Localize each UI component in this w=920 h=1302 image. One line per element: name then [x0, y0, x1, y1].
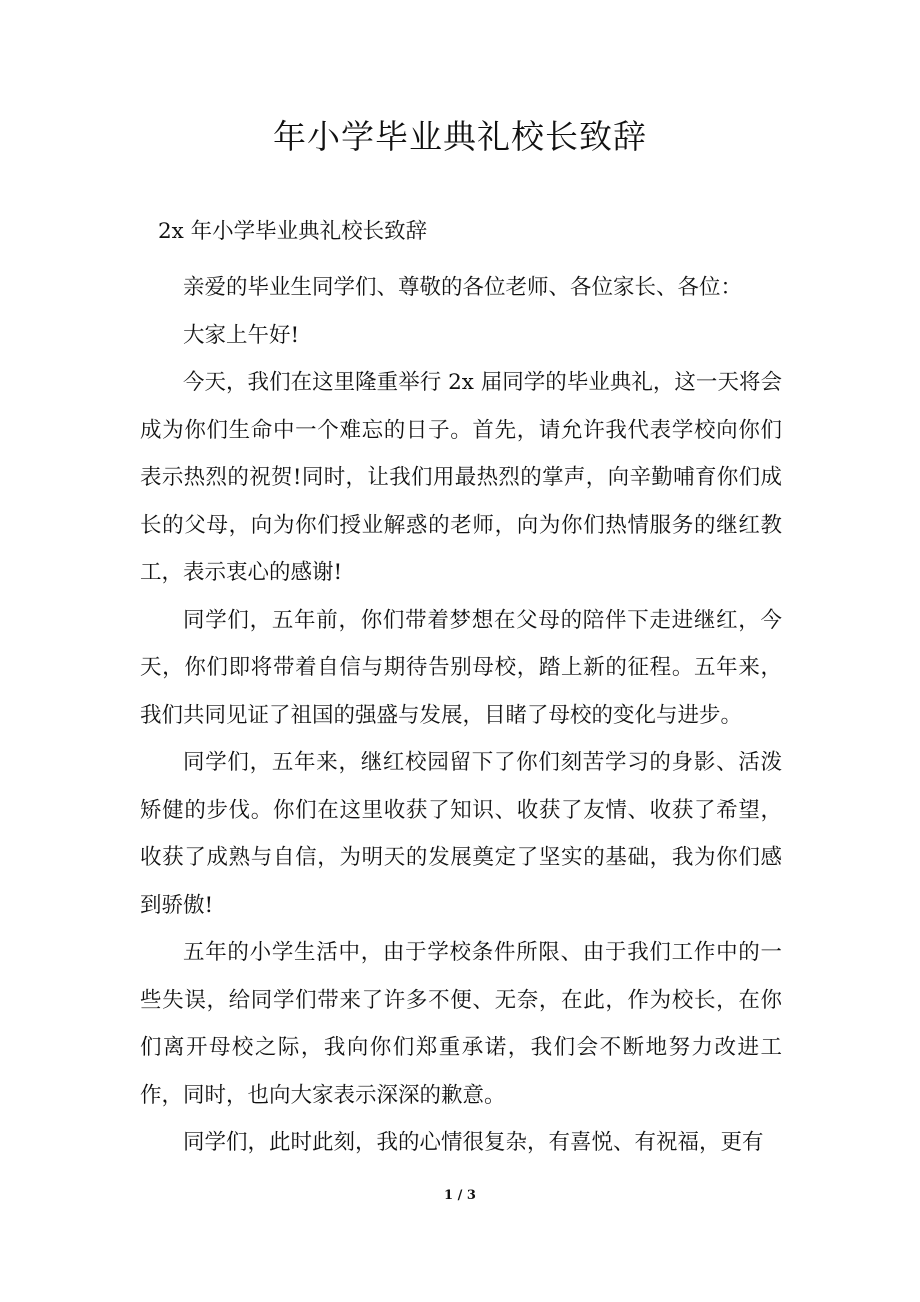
paragraph-salutation: 亲爱的毕业生同学们、尊敬的各位老师、各位家长、各位： — [183, 275, 743, 300]
paragraph: 五年的小学生活中，由于学校条件所限、由于我们工作中的一些失误，给同学们带来了许多不便、无奈，在此，作为校长，在你们离开母校之际，我向你们郑重承诺，我们会不断地努力改进工作，同时，也向大家表示深深的歉意。 — [140, 940, 782, 1108]
document-title: 年小学毕业典礼校长致辞 — [273, 117, 647, 156]
paragraph: 今天，我们在这里隆重举行 2x 届同学的毕业典礼，这一天将会成为你们生命中一个难忘的日子。首先，请允许我代表学校向你们表示热烈的祝贺!同时，让我们用最热烈的掌声，向辛勤哺育你们成长的父母，向为你们授业解惑的老师，向为你们热情服务的继红教工，表示衷心的感谢! — [140, 370, 782, 585]
page-number: 1 / 3 — [444, 1188, 476, 1203]
paragraph: 同学们，五年来，继红校园留下了你们刻苦学习的身影、活泼矫健的步伐。你们在这里收获了知识、收获了友情、收获了希望，收获了成熟与自信，为明天的发展奠定了坚实的基础，我为你们感到骄傲! — [140, 750, 782, 918]
paragraph-greeting: 大家上午好! — [183, 322, 300, 348]
paragraph: 同学们，此时此刻，我的心情很复杂，有喜悦、有祝福，更有 — [183, 1130, 764, 1155]
paragraph: 同学们，五年前，你们带着梦想在父母的陪伴下走进继红，今天，你们即将带着自信与期待告别母校，踏上新的征程。五年来，我们共同见证了祖国的强盛与发展，目睹了母校的变化与进步。 — [140, 607, 782, 728]
document-subtitle: 2x 年小学毕业典礼校长致辞 — [158, 219, 428, 244]
document-body — [140, 264, 782, 1167]
